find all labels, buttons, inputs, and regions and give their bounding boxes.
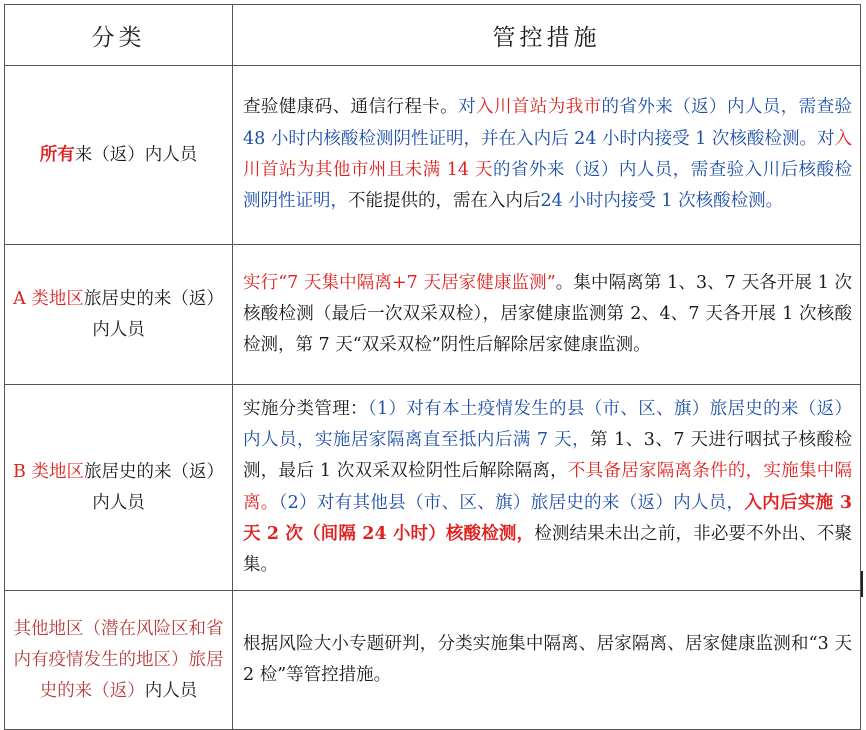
measure-segment: 入内后实施 3 天 2 次（间隔 24 小时）核酸检测， — [243, 492, 852, 544]
category-text: 内人员 — [144, 680, 198, 701]
measure-segment: 根据风险大小专题研判，分类实施集中隔离、居家隔离、居家健康监测和“3 天 2 检”等管控措施。 — [243, 633, 852, 685]
category-text: 旅居史的来（返）内人员 — [83, 288, 224, 340]
measure-segment: （1）对有本土疫情发生的县（市、区、旗）旅居史的来（返）内人员，实施居家隔离直至抵内后满 7 天， — [243, 398, 852, 450]
measure-segment: （2）对有其他县（市、区、旗）旅居史的来（返）内人员， — [278, 492, 745, 513]
category-text: 来（返）内人员 — [74, 144, 198, 165]
measures-cell — [233, 66, 861, 245]
category-cell — [5, 245, 233, 385]
category-highlight: 所有 — [39, 144, 75, 165]
category-text: 旅居史的来（返）内人员 — [83, 461, 224, 513]
measures-cell — [233, 591, 861, 730]
measure-segment: 检测结果未出之前，非必要不外出、不聚集。 — [243, 523, 852, 576]
measure-segment: 实施分类管理： — [243, 398, 368, 419]
measure-segment: 对 — [458, 97, 477, 118]
table-row — [5, 385, 861, 591]
measures-cell — [233, 245, 861, 385]
measure-segment: 的省外来（返）内人员，需查验入川后核酸检测阴性证明， — [243, 160, 852, 212]
category-cell — [5, 385, 233, 591]
control-measures-table — [4, 4, 861, 730]
measure-segment: 实行“7 天集中隔离+7 天居家健康监测” — [243, 272, 556, 293]
category-cell — [5, 66, 233, 245]
measure-segment: 第 1、3、7 天进行咽拭子核酸检测，最后 1 次双采双检阴性后解除隔离， — [243, 429, 852, 482]
table-row — [5, 66, 861, 245]
header-measures: 管控措施 — [233, 5, 861, 66]
category-cell — [5, 591, 233, 730]
measure-segment: 的省外来（返）内人员，需查验 48 小时内核酸检测阴性证明，并在入内后 24 小时内接受 1 次核酸检测。对 — [243, 97, 853, 149]
table-row — [5, 591, 861, 730]
category-highlight: A 类地区 — [13, 288, 84, 309]
table-row — [5, 245, 861, 385]
header-category: 分类 — [5, 5, 233, 66]
header-row — [5, 5, 861, 66]
measure-segment: 入川首站为其他市州且未满 14 天 — [243, 128, 852, 180]
measures-cell — [233, 385, 861, 591]
measure-segment: 不能提供的，需在入内后 — [348, 191, 541, 212]
measure-segment: 入川首站为我市 — [476, 97, 602, 118]
category-highlight: 其他地区（潜在风险区和省内有疫情发生的地区）旅居史的来（返） — [13, 618, 224, 701]
text-cursor — [861, 571, 863, 597]
measure-segment: 不具备居家隔离条件的，实施集中隔离。 — [243, 461, 852, 513]
measure-segment: 查验健康码、通信行程卡。 — [243, 97, 459, 118]
measure-segment: 。集中隔离第 1、3、7 天各开展 1 次核酸检测（最后一次双采双检），居家健康监测第 2、4、7 天各开展 1 次核酸检测，第 7 天“双采双检”阴性后解除居家健康监测。 — [243, 272, 852, 356]
category-highlight: B 类地区 — [13, 461, 84, 482]
measure-segment: 24 小时内接受 1 次核酸检测。 — [540, 191, 784, 212]
